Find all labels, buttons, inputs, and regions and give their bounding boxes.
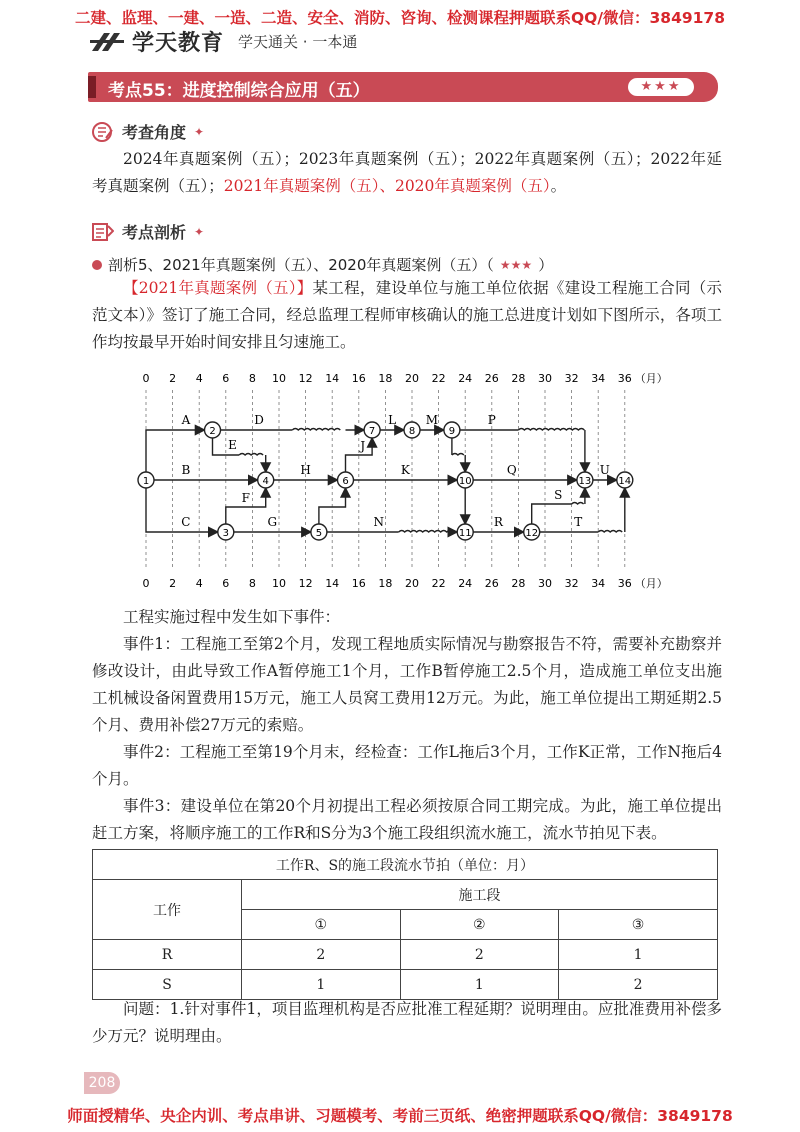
table-cell: 1: [559, 940, 718, 970]
time-tick-top: 4: [195, 372, 203, 385]
time-tick-top: 30: [538, 372, 552, 385]
network-node-label: 14: [618, 476, 632, 487]
section-exam-angle-heading: [92, 120, 204, 143]
activity-label: M: [425, 413, 439, 427]
activity-n-free-float: [399, 531, 453, 533]
table-caption: 工作R、S的施工段流水节拍（单位：月）: [93, 850, 718, 880]
question-1: 问题：1.针对事件1，项目监理机构是否应批准工程延期？说明理由。应批准费用补偿多少万元？说明理由。: [92, 1000, 722, 1045]
topic-title: 考点55：进度控制综合应用（五）: [108, 81, 370, 101]
time-tick-bottom: 6: [222, 577, 230, 590]
activity-j: [346, 438, 373, 472]
table-header-work: 工作: [93, 880, 242, 940]
activity-label: K: [400, 463, 410, 477]
event-2: 事件2：工程施工至第19个月末，经检查：工作L拖后3个月，工作K正常，工作N拖后4个月。: [92, 743, 722, 788]
brand-subtitle: 学天通关 · 一本通: [238, 33, 358, 51]
time-tick-bottom: 10: [272, 577, 286, 590]
activity-label: B: [181, 463, 191, 477]
sparkle-icon: ✦: [194, 124, 205, 139]
sparkle-icon: ✦: [194, 224, 205, 239]
events-intro: 工程实施过程中发生如下事件：: [123, 608, 341, 626]
activity-label: D: [254, 413, 264, 427]
time-tick-top: 14: [325, 372, 340, 385]
activity-s: [532, 504, 572, 524]
section-exam-angle-title: 考查角度: [122, 123, 187, 142]
bullet-dot-icon: [92, 260, 102, 270]
activity-label: G: [267, 515, 278, 529]
table-cell: 1: [400, 970, 559, 1000]
table-cell: 2: [559, 970, 718, 1000]
network-node-label: 2: [209, 426, 216, 437]
time-tick-top: 32: [564, 372, 579, 385]
time-tick-bottom: 34: [591, 577, 606, 590]
time-unit-label: （月）: [634, 372, 668, 385]
network-node-label: 6: [342, 476, 349, 487]
network-node-label: 1: [142, 476, 150, 487]
time-tick-bottom: 0: [142, 577, 150, 590]
time-tick-bottom: 28: [511, 577, 526, 590]
exam-angle-text: [92, 146, 722, 200]
activity-s-free-float: [572, 503, 584, 505]
activity-label: L: [388, 413, 397, 427]
activity-d-free-float: [292, 429, 340, 431]
network-node-label: 8: [408, 426, 416, 437]
time-tick-bottom: 14: [325, 577, 340, 590]
activity-label: E: [228, 438, 237, 452]
time-tick-top: 6: [222, 372, 230, 385]
activity-p-free-float: [518, 429, 584, 431]
table-segment-1: ①: [242, 910, 401, 940]
table-row: [93, 940, 718, 970]
activity-label: T: [574, 515, 583, 529]
network-node-label: 10: [458, 476, 472, 487]
activity-label: A: [181, 413, 191, 427]
table-header-section: 施工段: [242, 880, 718, 910]
table-cell: R: [93, 940, 242, 970]
time-tick-top: 20: [405, 372, 419, 385]
topic-banner: [88, 72, 718, 102]
bottom-notice: 师面授精华、央企内训、考点串讲、习题模考、考前三页纸、绝密押题联系QQ/微信：3849178: [67, 1107, 733, 1125]
rhythm-table: [92, 849, 718, 1000]
time-tick-bottom: 16: [351, 577, 366, 590]
time-tick-top: 10: [272, 372, 286, 385]
table-cell: S: [93, 970, 242, 1000]
network-node-label: 5: [315, 528, 323, 539]
time-tick-bottom: 4: [195, 577, 203, 590]
table-segment-2: ②: [400, 910, 559, 940]
bullet-close: ）: [538, 256, 554, 274]
table-segment-3: ③: [559, 910, 718, 940]
event-3: 事件3：建设单位在第20个月初提出工程必须按原合同工期完成。为此，施工单位提出赶工方案，将顺序施工的工作R和S分为3个施工段组织流水施工，流水节拍见下表。: [92, 797, 722, 842]
case-intro-label: 【2021年真题案例（五）】: [123, 279, 313, 297]
time-tick-top: 34: [591, 372, 606, 385]
activity-label: H: [300, 463, 311, 477]
analysis-icon: [92, 222, 114, 242]
network-node-label: 4: [262, 476, 269, 487]
network-node-label: 9: [448, 426, 456, 437]
network-node-label: 7: [368, 426, 376, 437]
top-notice: 二建、监理、一建、一造、二造、安全、消防、咨询、检测课程押题联系QQ/微信：3849178: [74, 9, 725, 27]
time-tick-bottom: 2: [169, 577, 177, 590]
time-tick-top: 0: [142, 372, 150, 385]
time-tick-bottom: 30: [538, 577, 552, 590]
activity-label: C: [181, 515, 191, 529]
time-tick-top: 18: [378, 372, 393, 385]
section-analysis-heading: [92, 220, 204, 243]
bullet-stars: ★★★: [499, 257, 533, 272]
section-analysis-title: 考点剖析: [122, 223, 187, 242]
time-tick-top: 22: [431, 372, 446, 385]
case-intro: [92, 275, 722, 356]
activity-label: F: [241, 491, 250, 505]
page-number: 208: [84, 1072, 120, 1094]
dummy-9-10-float: [452, 454, 464, 456]
case-intro-text: 某工程，建设单位与施工单位依据《建设工程施工合同（示范文本）》签订了施工合同，经总监理工程师审核确认的施工总进度计划如下图所示，各项工作均按最早开始时间安排且匀速施工。: [92, 279, 722, 351]
exam-angle-icon: [92, 122, 114, 142]
time-tick-bottom: 32: [564, 577, 579, 590]
activity-label: R: [493, 515, 503, 529]
brand-header: [90, 26, 357, 57]
time-tick-bottom: 8: [248, 577, 256, 590]
time-tick-top: 28: [511, 372, 526, 385]
table-row: [93, 970, 718, 1000]
table-cell: 2: [400, 940, 559, 970]
activity-label: P: [487, 413, 496, 427]
time-unit-label: （月）: [634, 577, 668, 590]
activity-label: N: [373, 515, 384, 529]
network-node-label: 3: [222, 528, 229, 539]
table-cell: 2: [242, 940, 401, 970]
time-tick-top: 36: [617, 372, 632, 385]
time-tick-bottom: 24: [458, 577, 473, 590]
time-tick-bottom: 20: [405, 577, 419, 590]
time-tick-top: 2: [169, 372, 177, 385]
bullet-text: 剖析5、2021年真题案例（五）、2020年真题案例（五）（: [108, 256, 494, 274]
time-tick-bottom: 26: [484, 577, 499, 590]
time-tick-bottom: 36: [617, 577, 632, 590]
time-tick-top: 8: [248, 372, 256, 385]
analysis-bullet: [92, 254, 553, 275]
exam-angle-end: 。: [550, 177, 567, 195]
difficulty-stars: ★★★: [628, 78, 694, 96]
activity-label: U: [599, 463, 610, 477]
time-tick-bottom: 18: [378, 577, 393, 590]
brand-name: 学天教育: [132, 31, 225, 56]
time-tick-bottom: 12: [298, 577, 313, 590]
time-scaled-network-diagram: [96, 370, 696, 590]
time-tick-top: 16: [351, 372, 366, 385]
time-tick-top: 24: [458, 372, 473, 385]
network-node-label: 12: [525, 528, 539, 539]
table-cell: 1: [242, 970, 401, 1000]
activity-t-free-float: [598, 531, 622, 533]
activity-label: J: [360, 439, 366, 453]
exam-angle-highlight: 2021年真题案例（五）、2020年真题案例（五）: [223, 177, 551, 195]
exam-angle-normal: 2024年真题案例（五）；2023年真题案例（五）；2022年真题案例（五）；2022年延考真题案例（五）；: [92, 150, 722, 195]
network-node-label: 13: [578, 476, 592, 487]
activity-e-free-float: [239, 454, 263, 456]
activity-label: S: [554, 488, 563, 502]
brand-logo-icon: [90, 31, 124, 53]
time-tick-top: 12: [298, 372, 313, 385]
activity-a: [146, 430, 205, 472]
time-tick-top: 26: [484, 372, 499, 385]
time-tick-bottom: 22: [431, 577, 446, 590]
event-1: 事件1：工程施工至第2个月，发现工程地质实际情况与勘察报告不符，需要补充勘察并修改设计，由此导致工作A暂停施工1个月，工作B暂停施工2.5个月，造成施工单位支出施工机械设备闲置费用15万元，施工人员窝工费用12万元。为此，施工单位提出工期延期2.5个月、费用补偿27万元的索赔。: [92, 635, 722, 734]
network-node-label: 11: [458, 528, 472, 539]
activity-label: Q: [506, 463, 517, 477]
